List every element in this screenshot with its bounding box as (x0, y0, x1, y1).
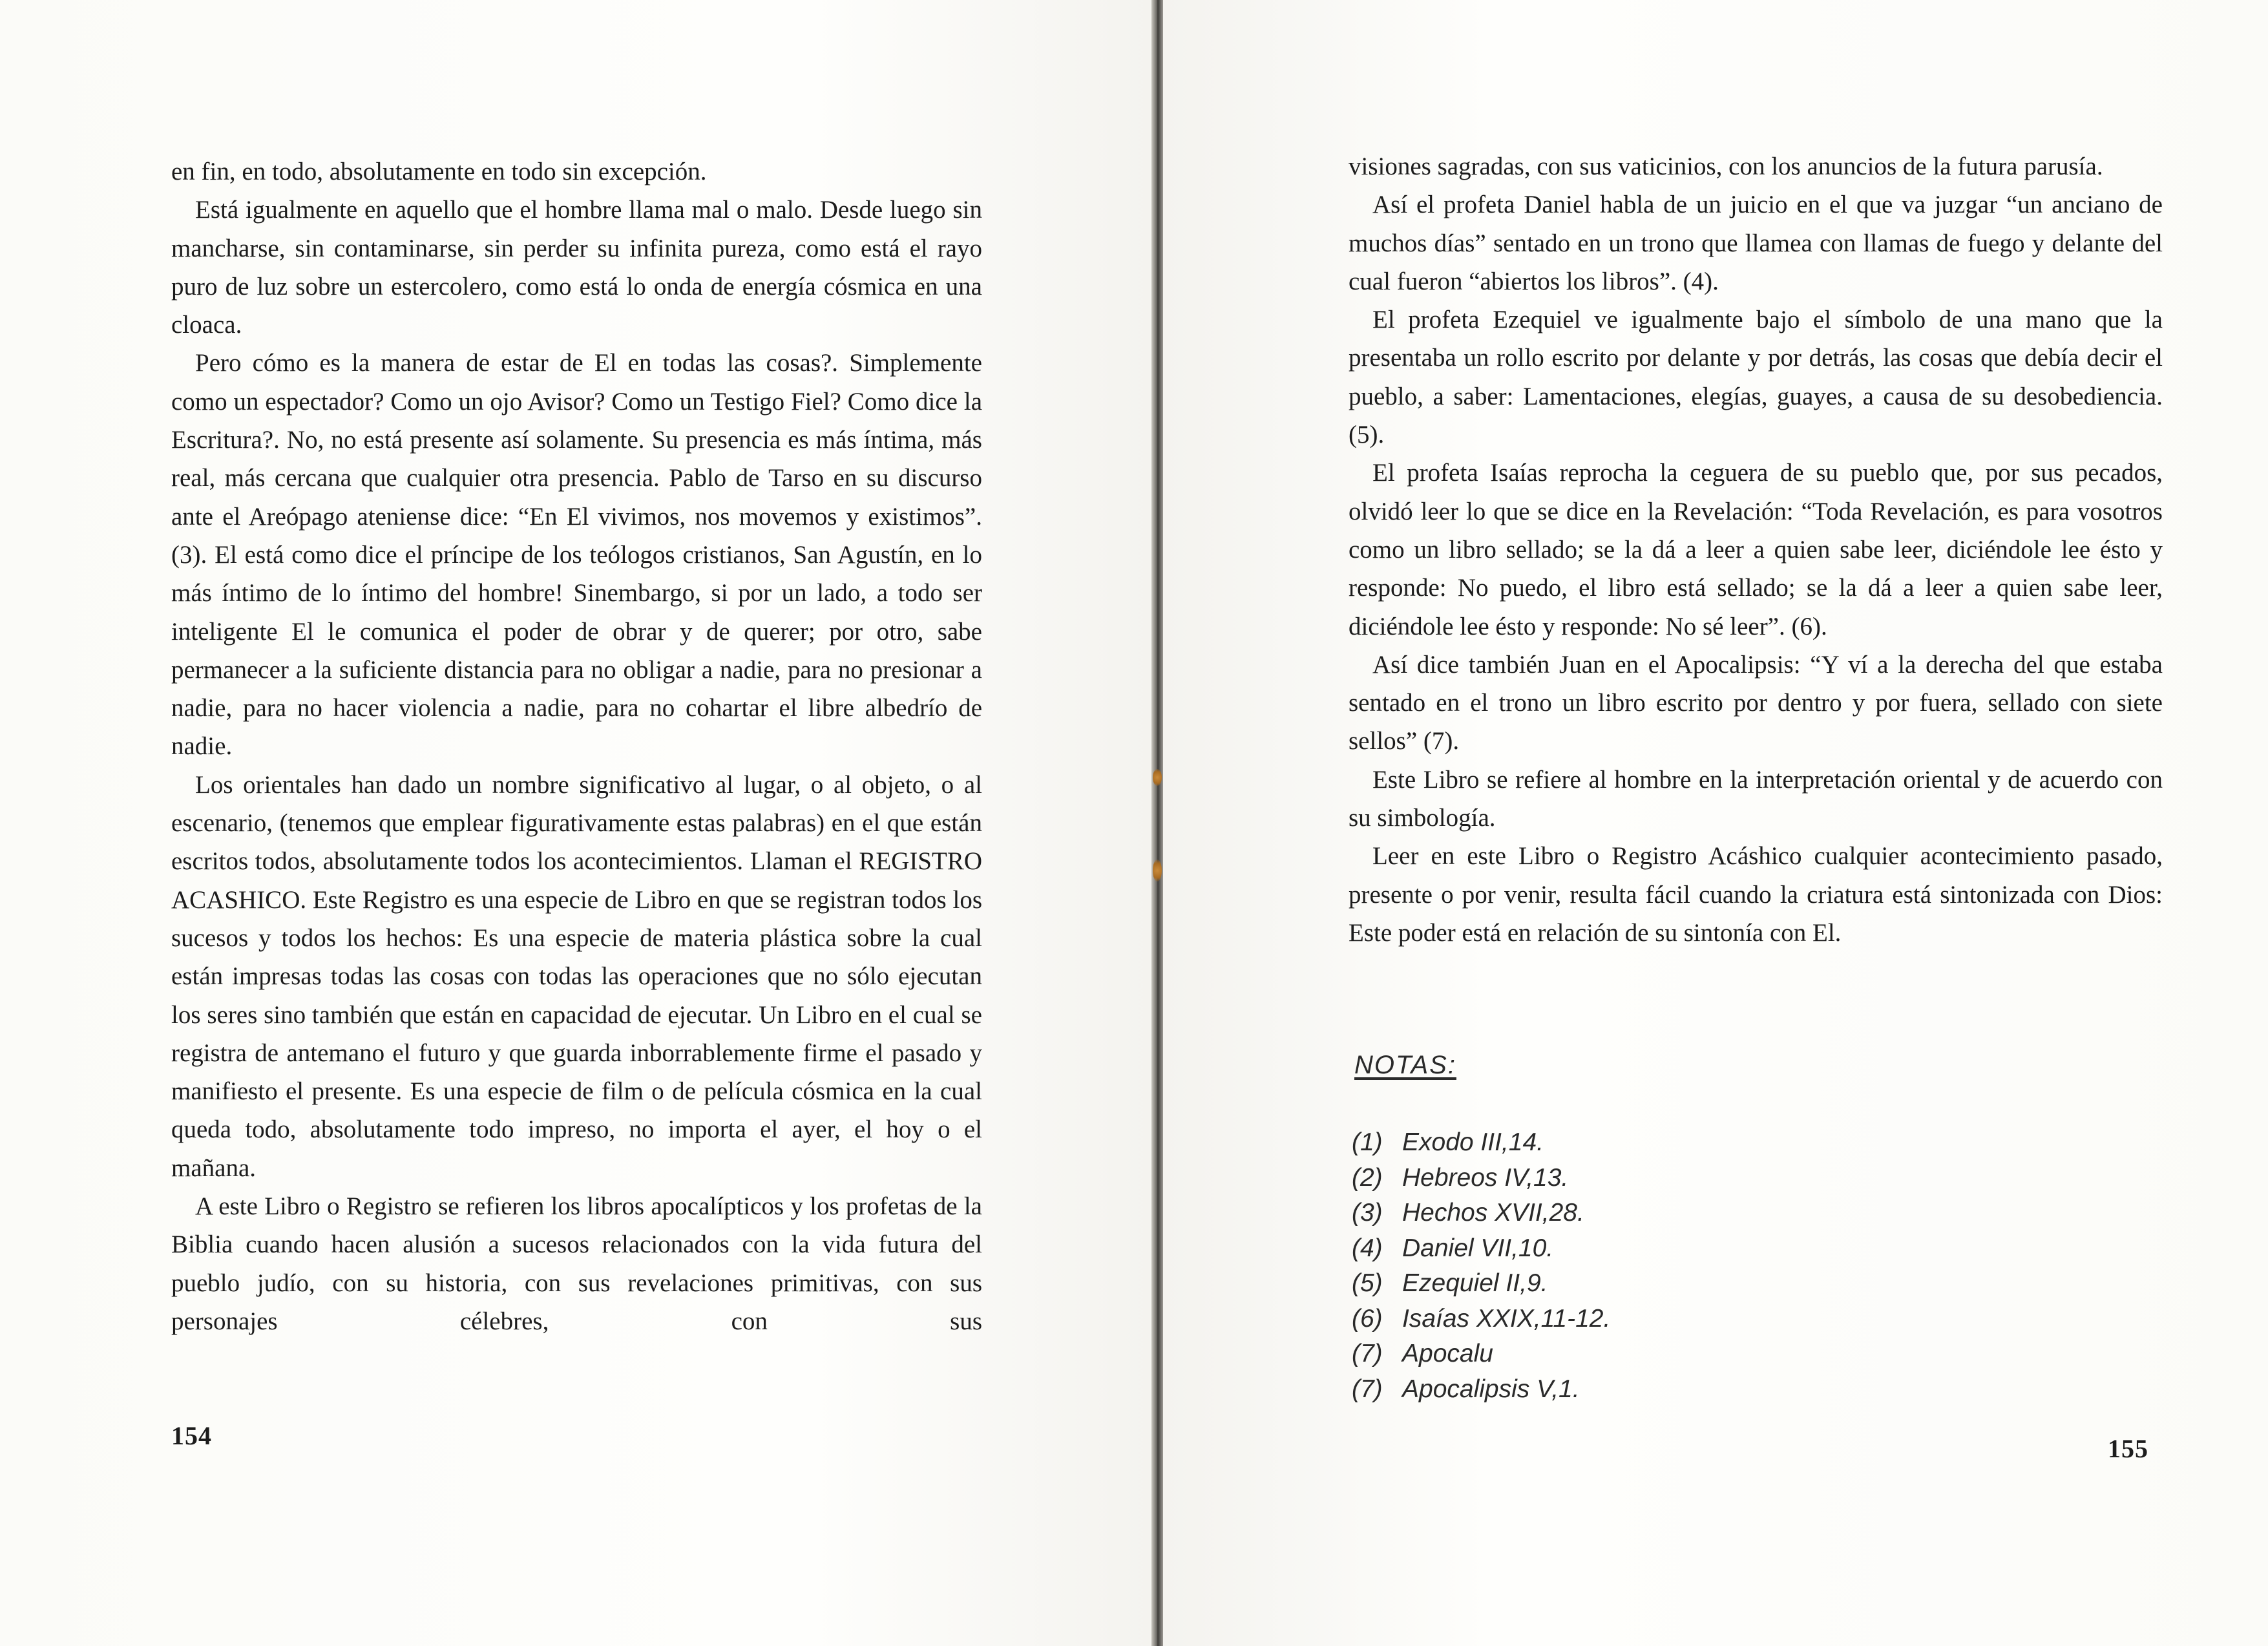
note-item (1352, 1161, 1610, 1196)
note-reference: Hebreos IV,13. (1402, 1163, 1569, 1192)
paragraph: Está igualmente en aquello que el hombre llama mal o malo. Desde luego sin mancharse, sin contaminarse, sin perder su infinita pureza, como está el rayo puro de luz sobre un estercolero, como está lo onda de energía cósmica en una cloaca. (171, 196, 982, 339)
left-page-body (171, 153, 982, 1340)
note-reference: Ezequiel II,9. (1402, 1269, 1548, 1297)
note-reference: Exodo III,14. (1402, 1128, 1544, 1156)
paragraph: Pero cómo es la manera de estar de El en todas las cosas?. Simplemente como un espectador? Como un ojo Avisor? Como un Testigo Fiel? Como dice la Escritura?. No, no está presente así solamente. Su presencia es más íntima, más real, más cercana que cualquier otra presencia. Pablo de Tarso en su discurso ante el Areópago ateniense dice: “En El vivimos, nos movemos y existimos”. (3). El está como dice el príncipe de los teólogos cristianos, San Agustín, en lo más íntimo de lo íntimo del hombre! Sinembargo, si por un lado, a todo ser inteligente El le comunica el poder de obrar y de querer; por otro, sabe permanecer a la suficiente distancia para no obligar a nadie, para no presionar a nadie, para no hacer violencia a nadie, para no cohartar el libre albedrío de nadie. (171, 349, 982, 761)
right-page-body (1349, 147, 2163, 952)
note-item (1352, 1125, 1610, 1161)
note-reference: Daniel VII,10. (1402, 1234, 1554, 1262)
book-gutter (1151, 0, 1163, 1646)
paragraph: visiones sagradas, con sus vaticinios, con los anuncios de la futura parusía. (1349, 153, 2103, 180)
note-number: (4) (1352, 1234, 1383, 1262)
note-reference: Hechos XVII,28. (1402, 1199, 1584, 1227)
note-item (1352, 1196, 1610, 1231)
note-number: (7) (1352, 1340, 1383, 1367)
page-number-right: 155 (2108, 1434, 2148, 1463)
paragraph: El profeta Ezequiel ve igualmente bajo el símbolo de una mano que la presentaba un rollo escrito por delante y por detrás, las cosas que debía decir el pueblo, a saber: Lamentaciones, elegías, guayes, a causa de su desobediencia. (5). (1349, 306, 2163, 449)
paragraph: en fin, en todo, absolutamente en todo sin excepción. (171, 158, 707, 185)
note-number: (2) (1352, 1163, 1383, 1192)
note-item (1352, 1372, 1610, 1408)
paragraph: Este Libro se refiere al hombre en la interpretación oriental y de acuerdo con su simbología. (1349, 765, 2163, 832)
paragraph: Leer en este Libro o Registro Acáshico cualquier acontecimiento pasado, presente o por venir, resulta fácil cuando la criatura está sintonizada con Dios: Este poder está en relación de su sintonía con El. (1349, 842, 2163, 947)
note-item (1352, 1231, 1610, 1267)
binding-stain (1153, 769, 1162, 786)
note-reference: Apocalipsis V,1. (1402, 1375, 1580, 1403)
note-item (1352, 1302, 1610, 1337)
note-item (1352, 1336, 1610, 1372)
page-number-left: 154 (171, 1421, 212, 1450)
paragraph: A este Libro o Registro se refieren los libros apocalípticos y los profetas de la Biblia cuando hacen alusión a sucesos relacionados con la vida futura del pueblo judío, con su historia, con sus revelaciones primitivas, con sus personajes célebres, con sus (171, 1192, 982, 1335)
notes-heading: NOTAS: (1354, 1051, 1456, 1079)
note-number: (6) (1352, 1304, 1383, 1333)
note-reference: Apocalu (1402, 1340, 1493, 1367)
notes-list (1352, 1125, 1610, 1407)
binding-stain (1153, 860, 1162, 881)
paragraph: Así dice también Juan en el Apocalipsis: “Y ví a la derecha del que estaba sentado en el trono un libro escrito por dentro y por fuera, sellado con siete sellos” (7). (1349, 650, 2163, 755)
paragraph: Así el profeta Daniel habla de un juicio en el que va juzgar “un anciano de muchos días” sentado en un trono que llamea con llamas de fuego y delante del cual fueron “abiertos los libros”. (4). (1349, 191, 2163, 295)
paragraph: Los orientales han dado un nombre significativo al lugar, o al objeto, o al escenario, (tenemos que emplear figurativamente estas palabras) en el que están escritos todos, absolutamente todos los acontecimientos. Llaman el REGISTRO ACASHICO. Este Registro es una especie de Libro en que se registran todos los sucesos y todos los hechos: Es una especie de materia plástica sobre la cual están impresas todas las cosas con todas las operaciones que no sólo ejecutan los seres sino también que están en capacidad de ejecutar. Un Libro en el cual se registra de antemano el futuro y que guarda inborrablemente firme el pasado y manifiesto el presente. Es una especie de film o de película cósmica en la cual queda todo, absolutamente todo impreso, no importa el ayer, el hoy o el mañana. (171, 770, 982, 1182)
paragraph: El profeta Isaías reprocha la ceguera de su pueblo que, por sus pecados, olvidó leer lo que se dice en la Revelación: “Toda Revelación, es para vosotros como un libro sellado; se la dá a leer a quien sabe leer, diciéndole lee ésto y responde: No puedo, el libro está sellado; se la dá a leer a quien sabe leer, diciéndole lee ésto y responde: No sé leer”. (6). (1349, 459, 2163, 640)
note-item (1352, 1266, 1610, 1302)
note-reference: Isaías XXIX,11-12. (1402, 1304, 1611, 1333)
note-number: (5) (1352, 1269, 1383, 1297)
note-number: (1) (1352, 1128, 1383, 1156)
note-number: (3) (1352, 1199, 1383, 1227)
note-number: (7) (1352, 1375, 1383, 1403)
